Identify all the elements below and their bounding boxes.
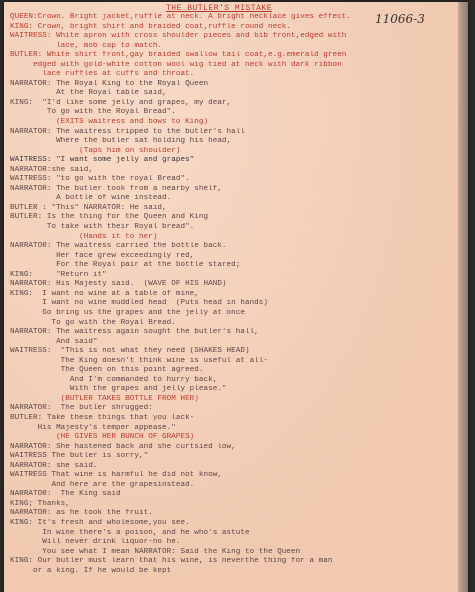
script-line: To go with the Royal Bread". [10,108,176,117]
script-line: NARRATOR: The waitress carried the bottle back. [10,242,227,251]
script-line: Her face grew exceedingly red, [10,251,195,260]
script-line: NARRATOR: She hastened back and she curtsied low, [10,442,236,451]
script-line: NARRATOR: she said. [10,461,98,470]
script-line: WAITRESS: "This is not what they need (SHAKES HEAD) [10,347,250,356]
script-line: I want no wine muddled head (Puts head in hands) [10,299,268,308]
script-line: KING: It's fresh and wholesome,you see. [10,518,190,527]
script-line: (HE GIVES HER BUNCH OF GRAPES) [10,433,195,442]
script-line: (EXITS waitress and bows to King) [10,118,209,127]
script-line: NARRATOR:she said, [10,165,93,174]
script-line: QUEEN:Crown. Bright jacket,ruffle at neck. A bright necklace gives effect. [10,13,351,21]
script-line: NARRATOR: as he took the fruit. [10,509,153,518]
script-line: or a king. If he would be kept [10,566,172,575]
script-line: At the Royal table said, [10,89,167,98]
script-line: WAITRESS: "to go with the royal Bread". [10,175,190,184]
script-line: WAITRESS: White apron with cross shoulder pieces and bib front,edged with [10,32,347,41]
script-line: KING; Thanks, [10,499,70,508]
script-line: KING: Crown, bright shirt and braided coat,ruffle round neck. [10,22,292,31]
script-line: (BUTLER TAKES BOTTLE FROM HER) [10,394,199,403]
script-line: lace, mob cap to match. [10,41,163,50]
script-line: KING: I want no wine at a table of mine, [10,289,199,298]
script-line: edged with gold-white cotton wool wig tied at neck with dark ribbon [10,60,342,69]
script-line: And here are the grapesinstead. [10,480,195,489]
script-line: Will never drink liquor-no he. [10,538,181,547]
script-line: NARRATOR: The waitress tripped to the butler's hall [10,127,245,136]
script-line: KING: Our butler must learn that his wine, is neverthe thing for a man [10,557,333,566]
script-line: The King doesn't think wine is useful at all- [10,356,268,365]
script-line: NARRATOR: His Majesty said. (WAVE OF HIS HAND) [10,280,227,289]
script-line: KING: "Return it" [10,270,107,279]
page-edge [458,2,468,592]
script-line: Go bring us the grapes and the jelly at once [10,308,245,317]
script-line: To go with the Royal Bread. [10,318,176,327]
script-line: With the grapes and jelly please." [10,385,227,394]
script-line: BUTLER: Take these things that you lack- [10,413,195,422]
script-line: His Majesty's temper appease." [10,423,176,432]
script-line: (Taps him on shoulder) [10,146,181,155]
script-line: NARRATOR: The Royal King to the Royal Queen [10,79,209,88]
script-page [4,2,468,592]
script-line: NARRATOR: The butler shrugged: [10,404,153,413]
script-line: The Queen on this point agreed. [10,366,204,375]
script-line: For the Royal pair at the bottle stared; [10,261,241,270]
script-line: KING: "I'd like some jelly and grapes, my dear, [10,98,232,107]
script-line: WAITRESS The butler is sorry," [10,452,149,461]
script-line: WAITRESS: "I want some jelly and grapes" [10,156,195,165]
script-line: To take with their Royal bread". [10,223,195,232]
script-line: NARRATOR: The waitress again sought the butler's hall, [10,328,259,337]
script-line: And I'm commanded to hurry back, [10,375,218,384]
script-line: A bottle of wine instead. [10,194,172,203]
script-text [10,13,462,576]
script-line: BUTLER: Is the thing for the Queen and King [10,213,209,222]
script-line: BUTLER : "This" NARRATOR: He said, [10,203,167,212]
script-line: (Hands it to her) [10,232,158,241]
script-line: lace ruffles at cuffs and throat. [10,70,195,79]
script-line: WAITRESS That wine is harmful he did not know, [10,471,222,480]
script-line: BUTLER: White shirt front,gay braided swallow tail coat,e.g.emerald green [10,51,347,60]
script-line: Where the butler sat holding his head, [10,137,232,146]
script-line: In wine there's a poison, and he who's astute [10,528,250,537]
script-line: You see what I mean NARRATOR: Said the King to the Queen [10,547,301,556]
script-line: And said" [10,337,98,346]
document-title: THE BUTLER'S MISTAKE [165,4,272,13]
manuscript-number: 11066-3 [375,12,425,26]
script-line: NARRATOR: The butler took from a nearby shelf, [10,184,222,193]
script-line: NARRATOR: The King said [10,490,121,499]
